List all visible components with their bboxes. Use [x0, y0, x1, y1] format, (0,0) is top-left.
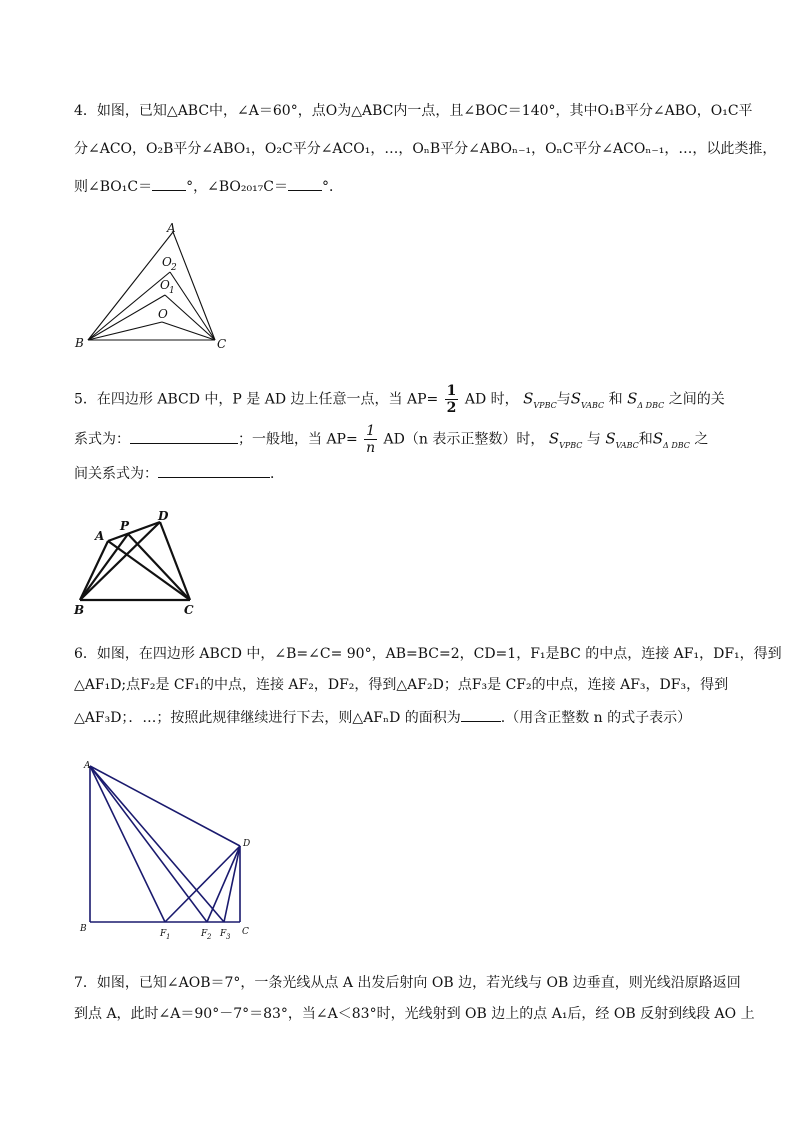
q6-figure — [72, 756, 262, 944]
q7-line-1: 7．如图，已知∠AOB＝7°，一条光线从点 A 出发后射向 OB 边，若光线与 OB 边垂直，则光线沿原路返回 — [74, 975, 741, 991]
q5-label-c: C — [184, 603, 194, 617]
q5-segment-pb — [80, 534, 128, 600]
q4-text-3c: °． — [322, 179, 344, 195]
q5-side-ab — [80, 541, 108, 600]
q6-segment-af3 — [90, 766, 224, 922]
q5-blank-1[interactable] — [130, 429, 238, 444]
q5-s-dbc-2-sub: Δ DBC — [663, 440, 690, 450]
q5-text-1c: 之间的关 — [668, 391, 725, 408]
q5-text-2b: ；一般地，当 AP= — [238, 431, 358, 448]
q6-label-c: C — [242, 927, 249, 937]
q4-figure — [70, 220, 240, 355]
q5-text-2a: 系式为： — [74, 431, 130, 448]
q5-s-abc-2: S — [605, 429, 616, 448]
q5-frac2-num: 1 — [366, 423, 376, 439]
q4-segment-co — [162, 322, 215, 340]
q4-label-o1-sub: 1 — [169, 286, 175, 296]
q5-and-2: 和 — [638, 431, 653, 448]
q6-label-f3: F — [220, 929, 227, 939]
q5-fraction-1 — [445, 383, 459, 416]
q5-with-1: 与 — [556, 391, 571, 408]
q5-s-abc: S — [570, 389, 581, 408]
q6-segment-df3 — [224, 846, 240, 922]
q5-s-pbc-2: S — [548, 429, 560, 448]
q5-s-pbc-2-sub: VPBC — [559, 440, 583, 450]
q4-label-o2: O — [162, 255, 172, 269]
q6-line-3 — [74, 707, 691, 728]
q4-segment-bo1 — [88, 295, 165, 340]
q5-s-dbc-2: S — [652, 429, 664, 448]
q6-label-f2: F — [201, 929, 208, 939]
q6-label-f1: F — [160, 929, 167, 939]
q4-blank-2[interactable] — [288, 176, 322, 191]
q5-segment-pc — [128, 534, 190, 600]
q5-s-dbc: S — [627, 389, 638, 408]
q4-label-o2-sub: 2 — [171, 263, 177, 273]
q6-label-a: A — [84, 761, 91, 771]
q4-line-2: 分∠ACO，O₂B平分∠ABO₁，O₂C平分∠ACO₁，…，OₙB平分∠ABOₙ₋₁，OₙC平分∠ACOₙ₋₁，…，以此类推， — [74, 141, 777, 157]
q4-text-3b: °，∠BO₂₀₁₇C＝ — [186, 179, 289, 195]
q5-text-3b: ． — [270, 466, 284, 482]
q5-blank-2[interactable] — [158, 463, 270, 478]
q6-segment-df1 — [165, 846, 240, 922]
q6-label-f2-sub: 2 — [207, 933, 212, 941]
q5-label-p: P — [120, 519, 130, 533]
q6-text-3a: △AF₃D；．…；按照此规律继续进行下去，则△AFₙD 的面积为 — [74, 710, 461, 726]
q5-label-d: D — [158, 509, 169, 523]
q5-frac2-den: n — [366, 440, 376, 456]
q4-label-b: B — [75, 336, 84, 350]
q5-line-3 — [74, 463, 284, 484]
q6-segment-df2 — [207, 846, 240, 922]
q5-diag-bd — [80, 522, 160, 600]
q4-text-3a: 则∠BO₁C＝ — [74, 179, 153, 195]
q5-frac1-den: 2 — [446, 400, 457, 416]
q6-label-d: D — [243, 839, 251, 849]
q6-line-2: △AF₁D;点F₂是 CF₁的中点，连接 AF₂，DF₂，得到△AF₂D；点F₃是 CF₂的中点，连接 AF₃，DF₃，得到 — [74, 677, 729, 693]
q5-text-3a: 间关系式为： — [74, 466, 158, 482]
q5-fraction-2 — [364, 423, 377, 456]
q4-text-1: 如图，已知△ABC中，∠A＝60°，点O为△ABC内一点，且∠BOC＝140°，其中O₁B平分∠ABO，O₁C平 — [96, 103, 753, 119]
q5-line-2 — [74, 423, 708, 456]
q5-text-2c: AD（n 表示正整数）时， — [383, 431, 545, 448]
q5-label-a: A — [95, 529, 105, 543]
q5-figure — [70, 508, 210, 618]
q6-text-3b: .（用含正整数 n 的式子表示） — [500, 710, 692, 726]
q5-frac1-num: 1 — [446, 383, 457, 399]
q6-label-b: B — [80, 924, 87, 934]
q4-label-o1: O — [160, 278, 170, 292]
q6-side-ad — [90, 766, 240, 846]
q5-text-1a: 5．在四边形 ABCD 中，P 是 AD 边上任意一点，当 AP= — [74, 391, 439, 408]
q7-line-2: 到点 A，此时∠A＝90°－7°＝83°，当∠A＜83°时，光线射到 OB 边上的点 A₁后，经 OB 反射到线段 AO 上 — [74, 1006, 755, 1022]
q4-label-c: C — [217, 337, 227, 351]
q4-blank-1[interactable] — [152, 176, 186, 191]
q5-text-1b: AD 时， — [464, 391, 519, 408]
q5-s-pbc-sub: VPBC — [533, 400, 557, 410]
q4-line-3 — [74, 176, 343, 197]
q5-s-abc-sub: VABC — [581, 400, 605, 410]
q6-segment-af1 — [90, 766, 165, 922]
q5-s-abc-2-sub: VABC — [615, 440, 639, 450]
q5-s-pbc: S — [523, 389, 534, 408]
q6-label-f1-sub: 1 — [166, 933, 171, 941]
q6-label-f3-sub: 3 — [226, 933, 231, 941]
q6-blank[interactable] — [461, 707, 501, 722]
q4-label-o: O — [158, 307, 168, 321]
q5-and-1: 和 — [608, 391, 623, 408]
q4-line-1 — [74, 101, 753, 121]
q5-side-ad — [108, 522, 160, 541]
q5-label-b: B — [74, 603, 85, 617]
q6-segment-af2 — [90, 766, 207, 922]
q6-line-1: 6．如图，在四边形 ABCD 中，∠B=∠C= 90°，AB=BC=2，CD=1，F₁是BC 的中点，连接 AF₁，DF₁，得到 — [74, 646, 782, 662]
q4-label-a: A — [167, 221, 176, 235]
q5-s-dbc-sub: Δ DBC — [637, 400, 665, 410]
q5-line-1 — [74, 383, 725, 416]
q5-with-2: 与 — [586, 431, 601, 448]
q4-number: 4． — [74, 103, 97, 119]
q5-text-2d: 之 — [694, 431, 709, 448]
